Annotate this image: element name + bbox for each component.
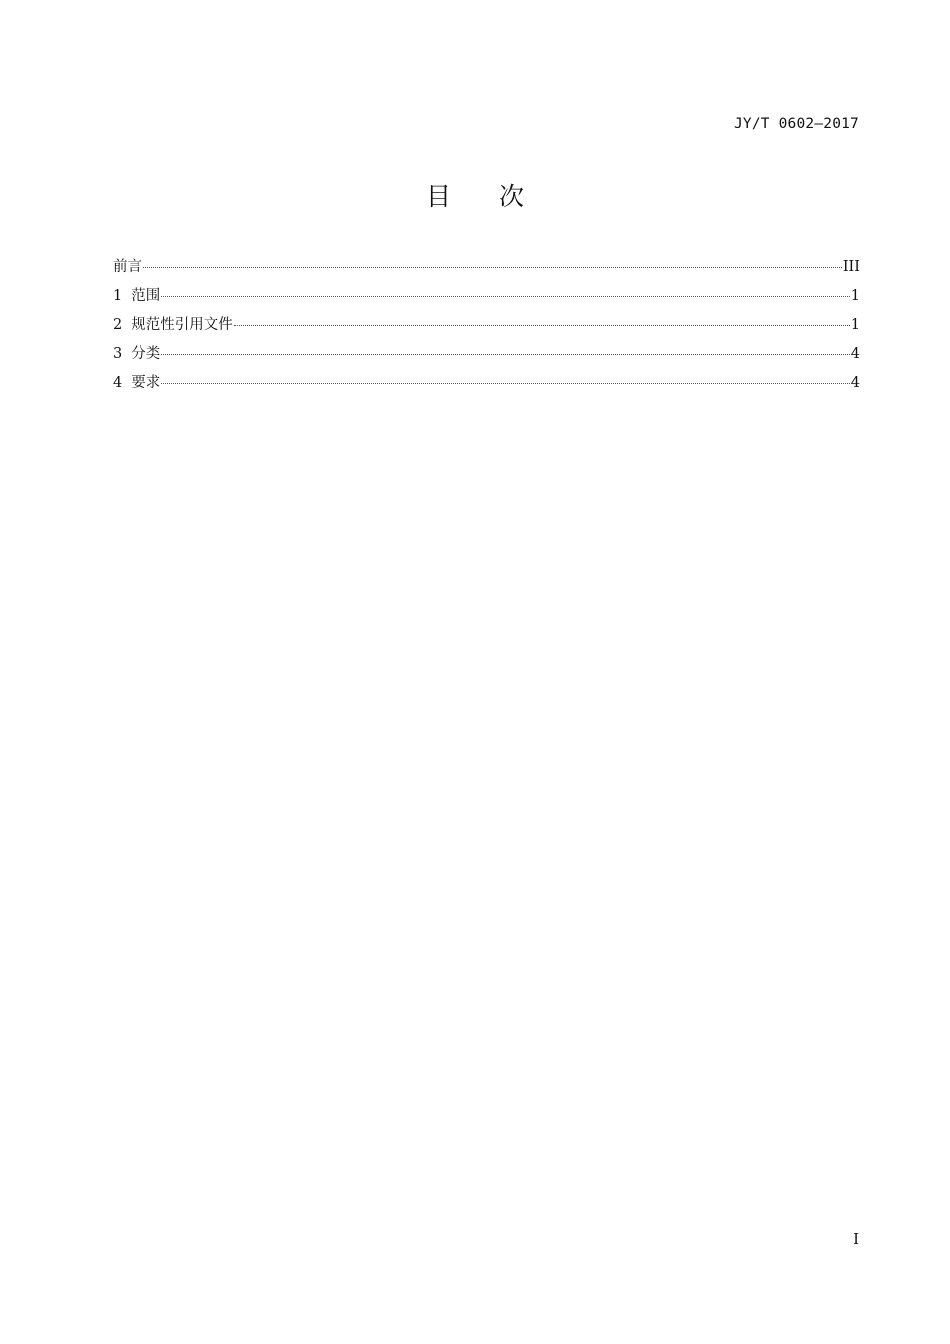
toc-entry-label: 要求	[131, 375, 161, 391]
toc-entry-page: III	[842, 259, 860, 275]
toc-entry-scope[interactable]	[113, 285, 860, 314]
toc-entry-label: 规范性引用文件	[131, 317, 233, 333]
document-code: JY/T 0602—2017	[733, 116, 859, 132]
toc-list	[113, 256, 860, 401]
toc-entry-classification[interactable]	[113, 343, 860, 372]
toc-entry-page: 1	[850, 317, 860, 333]
toc-entry-page: 4	[850, 375, 860, 391]
toc-entry-preface[interactable]	[113, 256, 860, 285]
toc-entry-number: 1	[113, 288, 123, 304]
toc-dot-leader	[161, 354, 850, 355]
toc-dot-leader	[234, 325, 850, 326]
toc-entry-number: 3	[113, 346, 123, 362]
toc-entry-label: 前言	[113, 259, 142, 275]
toc-entry-number: 2	[113, 317, 123, 333]
toc-entry-page: 4	[850, 346, 860, 362]
toc-entry-number: 4	[113, 375, 123, 391]
toc-title: 目次	[425, 182, 572, 211]
page-number: I	[853, 1230, 859, 1248]
toc-entry-normative-references[interactable]	[113, 314, 860, 343]
toc-dot-leader	[161, 383, 850, 384]
toc-entry-label: 分类	[131, 346, 161, 362]
toc-entry-page: 1	[850, 288, 860, 304]
toc-entry-label: 范围	[131, 288, 161, 304]
toc-dot-leader	[143, 267, 842, 268]
toc-dot-leader	[161, 296, 850, 297]
toc-entry-requirements[interactable]	[113, 372, 860, 401]
